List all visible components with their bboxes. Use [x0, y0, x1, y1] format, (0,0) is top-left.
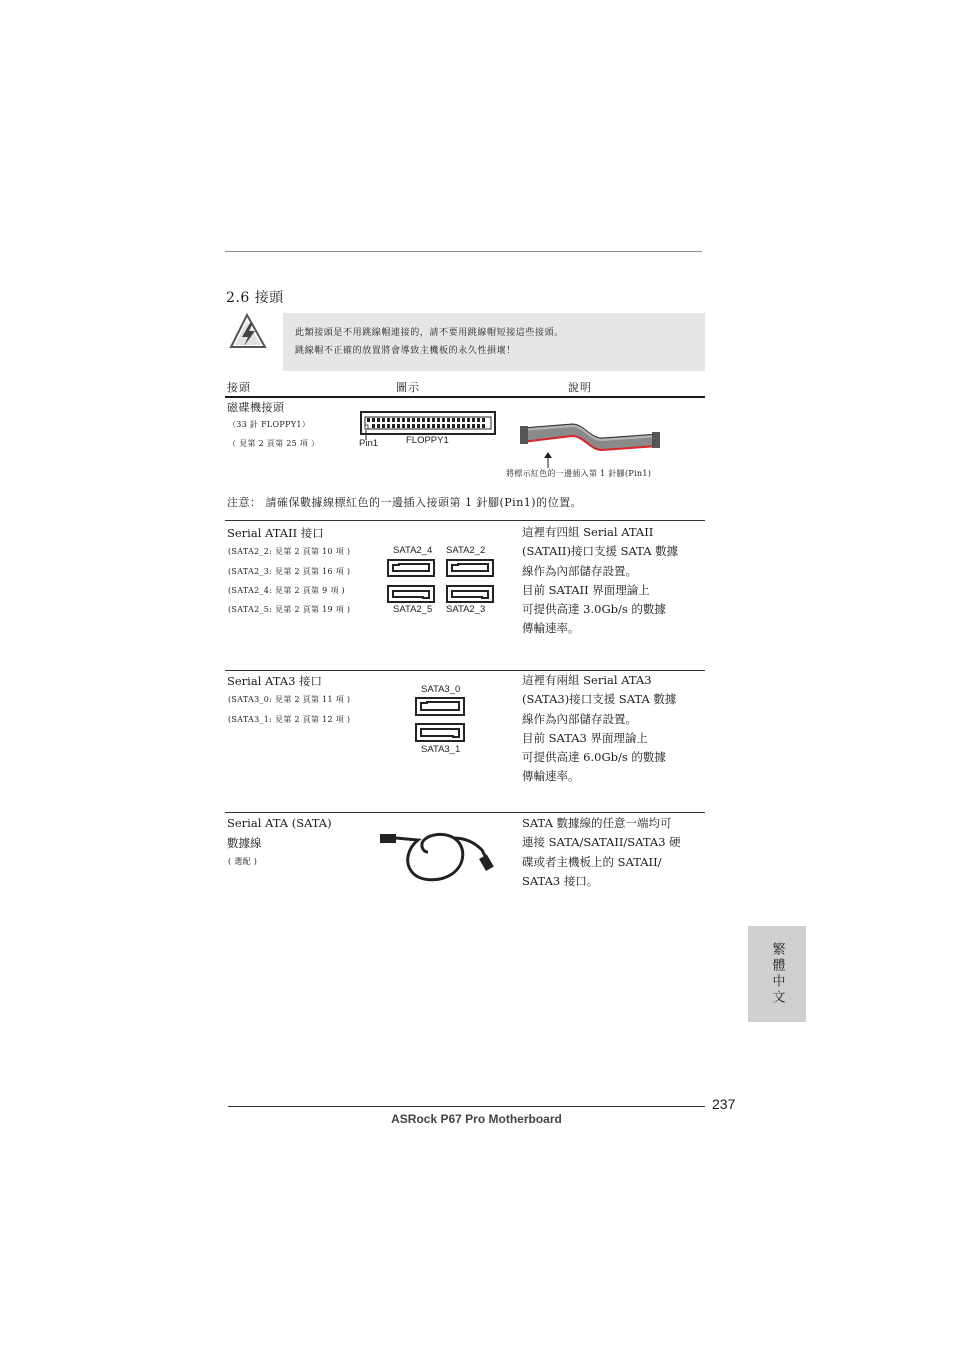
- sata3-ref-1: (SATA3_0: 見第 2 頁第 11 項 ): [228, 695, 351, 704]
- sata3-1-port: [415, 723, 465, 746]
- section-title: 2.6 接頭: [226, 290, 284, 306]
- sataii-desc-line: 可提供高達 3.0Gb/s 的數據: [522, 602, 666, 617]
- header-rule: [225, 396, 705, 398]
- sata2-2-port: [446, 559, 494, 581]
- sata3-desc-line: 線作為內部儲存設置。: [522, 711, 637, 726]
- footer-rule: [228, 1106, 705, 1107]
- row-rule: [225, 520, 705, 521]
- sata-cable-desc-line: SATA 數據線的任意一端均可: [522, 816, 672, 830]
- sata3-desc-line: 目前 SATA3 界面理論上: [522, 730, 649, 745]
- floppy-pins: （33 針 FLOPPY1）: [228, 420, 311, 429]
- header-diagram: 圖示: [396, 381, 420, 394]
- sata-cable-optional: ( 選配 ): [228, 857, 258, 866]
- sata-cable-image: [378, 824, 498, 890]
- sata3-1-label: SATA3_1: [421, 744, 461, 755]
- sata3-desc-line: 傳輸速率。: [522, 769, 580, 784]
- header-description: 說明: [568, 381, 592, 394]
- warning-line-2: 跳線帽不正確的放置將會導致主機板的永久性損壞！: [295, 346, 516, 356]
- sata-cable-desc-line: 連接 SATA/SATAII/SATA3 硬: [522, 835, 681, 850]
- language-side-tab-label: 繁體中文: [769, 942, 785, 1006]
- sataii-desc-line: 線作為內部儲存設置。: [522, 563, 637, 578]
- floppy-note: 注意： 請確保數據線標紅色的一邊插入接頭第 1 針腳(Pin1)的位置。: [227, 496, 583, 509]
- sataii-desc-line: 目前 SATAII 界面理論上: [522, 582, 650, 597]
- sataii-title: Serial ATAII 接口: [227, 526, 324, 540]
- sata3-title: Serial ATA3 接口: [227, 674, 323, 688]
- sata3-description: [522, 671, 707, 787]
- row-rule: [225, 812, 705, 813]
- sata2-2-label: SATA2_2: [446, 545, 486, 556]
- sata2-4-port: [387, 559, 435, 581]
- sata-cable-desc-line: 碟或者主機板上的 SATAII/: [522, 854, 662, 869]
- footer-product: ASRock P67 Pro Motherboard: [391, 1112, 562, 1126]
- sata3-0-label: SATA3_0: [421, 684, 461, 695]
- sataii-description: [522, 523, 707, 639]
- sata3-desc-line: 這裡有兩組 Serial ATA3: [522, 673, 652, 687]
- language-side-tab: [748, 926, 806, 1022]
- sataii-desc-line: (SATAII)接口支援 SATA 數據: [522, 544, 679, 559]
- floppy-connector-label: FLOPPY1: [406, 435, 449, 446]
- sataii-ref-1: (SATA2_2: 見第 2 頁第 10 項 ): [228, 547, 351, 556]
- top-rule: [225, 251, 702, 252]
- floppy-title: 磁碟機接頭: [227, 401, 285, 414]
- sata-cable-title-2: 數據線: [227, 836, 262, 850]
- sata2-3-label: SATA2_3: [446, 604, 486, 615]
- sata2-4-label: SATA2_4: [393, 545, 433, 556]
- header-connector: 接頭: [227, 381, 251, 394]
- sataii-ref-2: (SATA2_3: 見第 2 頁第 16 項 ): [228, 567, 351, 576]
- sata-cable-description: [522, 814, 707, 891]
- sata3-desc-line: 可提供高達 6.0Gb/s 的數據: [522, 750, 666, 765]
- sata3-desc-line: (SATA3)接口支援 SATA 數據: [522, 692, 677, 707]
- sataii-desc-line: 傳輸速率。: [522, 621, 580, 636]
- warning-box: [283, 313, 705, 371]
- sata-cable-desc-line: SATA3 接口。: [522, 873, 599, 888]
- sata2-5-label: SATA2_5: [393, 604, 433, 615]
- floppy-pin1-label: Pin1: [359, 438, 379, 449]
- page-number: 237: [712, 1096, 736, 1112]
- warning-line-1: 此類接頭是不用跳線帽連接的，請不要用跳線帽短接這些接頭。: [295, 328, 564, 338]
- sata3-ref-2: (SATA3_1: 見第 2 頁第 12 項 ): [228, 715, 351, 724]
- floppy-ref: （ 見第 2 頁第 25 項 ）: [228, 439, 320, 448]
- sata-cable-title: Serial ATA (SATA): [227, 816, 332, 830]
- floppy-cable-image: [520, 416, 662, 470]
- warning-icon: [227, 311, 269, 355]
- floppy-cable-caption: 將標示紅色的一邊插入第 1 針腳(Pin1): [506, 469, 652, 478]
- sataii-ref-3: (SATA2_4: 見第 2 頁第 9 項 ): [228, 586, 345, 595]
- sataii-desc-line: 這裡有四組 Serial ATAII: [522, 525, 654, 539]
- sataii-ref-4: (SATA2_5: 見第 2 頁第 19 項 ): [228, 605, 351, 614]
- sata3-0-port: [415, 697, 465, 720]
